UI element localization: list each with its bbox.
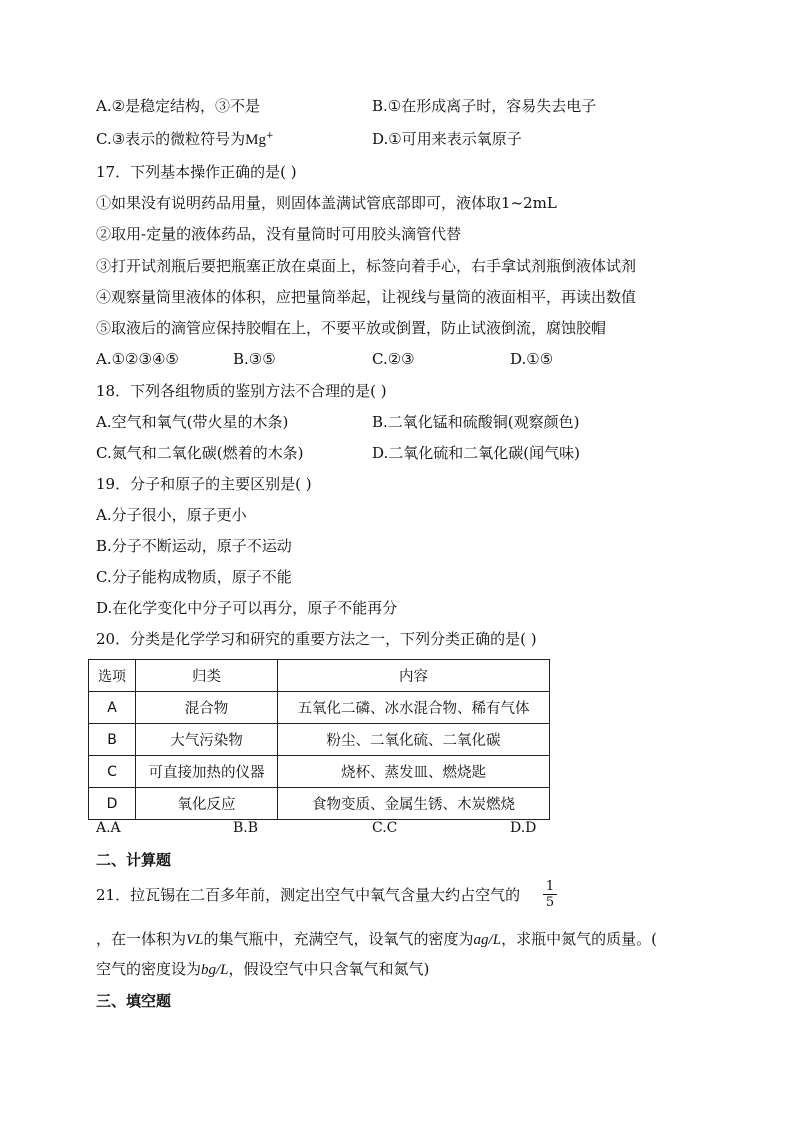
q21-air-density: bg/L <box>201 962 229 978</box>
q17-item-1: ①如果没有说明药品用量，则固体盖满试管底部即可，液体取1~2mL <box>96 194 557 212</box>
q16-option-d: D.①可用来表示氧原子 <box>372 130 522 148</box>
table-cell: 混合物 <box>136 692 278 724</box>
q20-option-b: B.B <box>233 820 259 836</box>
q16-option-a: A.②是稳定结构，③不是 <box>96 97 261 115</box>
q17-option-c: C.②③ <box>372 350 415 368</box>
q18-option-d: D.二氧化硫和二氧化碳(闻气味) <box>372 444 580 462</box>
table-row <box>89 788 550 820</box>
q17-item-4: ④观察量筒里液体的体积，应把量筒举起，让视线与量筒的液面相平，再读出数值 <box>96 288 637 306</box>
table-row <box>89 692 550 724</box>
table-cell: 氧化反应 <box>136 788 278 820</box>
q16-option-c-text: C.③表示的微粒符号为 <box>96 130 246 148</box>
q18-option-b: B.二氧化锰和硫酸铜(观察颜色) <box>372 413 580 431</box>
q21-line-2-text: ，求瓶中氮气的质量。( <box>501 930 657 948</box>
q19-option-a: A.分子很小，原子更小 <box>96 506 247 524</box>
q20-option-d: D.D <box>510 820 537 836</box>
q17-item-2: ②取用-定量的液体药品，没有量筒时可用胶头滴管代替 <box>96 225 462 243</box>
classification-table <box>88 659 550 820</box>
table-header-cell: 内容 <box>278 660 550 692</box>
table-cell: B <box>89 724 136 756</box>
table-cell: 烧杯、蒸发皿、燃烧匙 <box>278 756 550 788</box>
q18-option-a: A.空气和氧气(带火星的木条) <box>96 413 289 431</box>
q20-option-c: C.C <box>372 820 398 836</box>
q16-option-b: B.①在形成离子时，容易失去电子 <box>372 97 597 115</box>
q21-line-2-text: 的集气瓶中，充满空气，设氧气的密度为 <box>203 930 474 948</box>
q17-option-b: B.③⑤ <box>233 350 276 368</box>
section-heading-calculation: 二、计算题 <box>96 851 172 869</box>
q16-option-c-symbol: Mg <box>245 132 267 148</box>
table-cell: 五氧化二磷、冰水混合物、稀有气体 <box>278 692 550 724</box>
q19-option-c: C.分子能构成物质，原子不能 <box>96 568 292 586</box>
table-row <box>89 756 550 788</box>
table-cell: A <box>89 692 136 724</box>
table-cell: 粉尘、二氧化硫、二氧化碳 <box>278 724 550 756</box>
section-heading-fill-in: 三、填空题 <box>96 992 172 1010</box>
fraction-numerator: 1 <box>545 879 555 894</box>
table-row <box>89 724 550 756</box>
table-cell: 食物变质、金属生锈、木炭燃烧 <box>278 788 550 820</box>
table-header-row <box>89 660 550 692</box>
q16-option-c <box>96 129 274 150</box>
table-cell: C <box>89 756 136 788</box>
q21-line-2-text: ，在一体积为 <box>96 930 187 948</box>
q19-question: 19．分子和原子的主要区别是( ) <box>96 475 312 493</box>
table-cell: D <box>89 788 136 820</box>
q18-option-c: C.氮气和二氧化碳(燃着的木条) <box>96 444 304 462</box>
q17-question: 17．下列基本操作正确的是( ) <box>96 163 297 181</box>
q21-line-1: 21．拉瓦锡在二百多年前，测定出空气中氧气含量大约占空气的 <box>96 886 521 904</box>
q19-option-d: D.在化学变化中分子可以再分，原子不能再分 <box>96 599 398 617</box>
q19-option-b: B.分子不断运动，原子不运动 <box>96 537 292 555</box>
table-header-cell: 归类 <box>136 660 278 692</box>
q18-question: 18．下列各组物质的鉴别方法不合理的是( ) <box>96 382 387 400</box>
q20-question: 20．分类是化学学习和研究的重要方法之一，下列分类正确的是( ) <box>96 630 537 648</box>
q21-volume: VL <box>186 932 204 948</box>
q16-option-c-charge: + <box>266 131 274 141</box>
q17-option-a: A.①②③④⑤ <box>96 350 179 368</box>
q21-line-2 <box>96 929 657 950</box>
fraction-one-fifth <box>543 879 557 910</box>
table-cell: 大气污染物 <box>136 724 278 756</box>
q17-option-d: D.①⑤ <box>510 350 554 368</box>
q20-option-a: A.A <box>96 820 121 836</box>
fraction-denominator: 5 <box>543 894 557 910</box>
table-header-cell: 选项 <box>89 660 136 692</box>
q21-line-3 <box>96 959 429 980</box>
q17-item-3: ③打开试剂瓶后要把瓶塞正放在桌面上，标签向着手心，右手拿试剂瓶倒液体试剂 <box>96 257 637 275</box>
q21-line-3-text: ，假设空气中只含氧气和氮气) <box>228 960 430 978</box>
q21-oxygen-density: ag/L <box>473 932 502 948</box>
q17-item-5: ⑤取液后的滴管应保持胶帽在上，不要平放或倒置，防止试液倒流，腐蚀胶帽 <box>96 319 607 337</box>
q21-line-3-text: 空气的密度设为 <box>96 960 202 978</box>
table-cell: 可直接加热的仪器 <box>136 756 278 788</box>
